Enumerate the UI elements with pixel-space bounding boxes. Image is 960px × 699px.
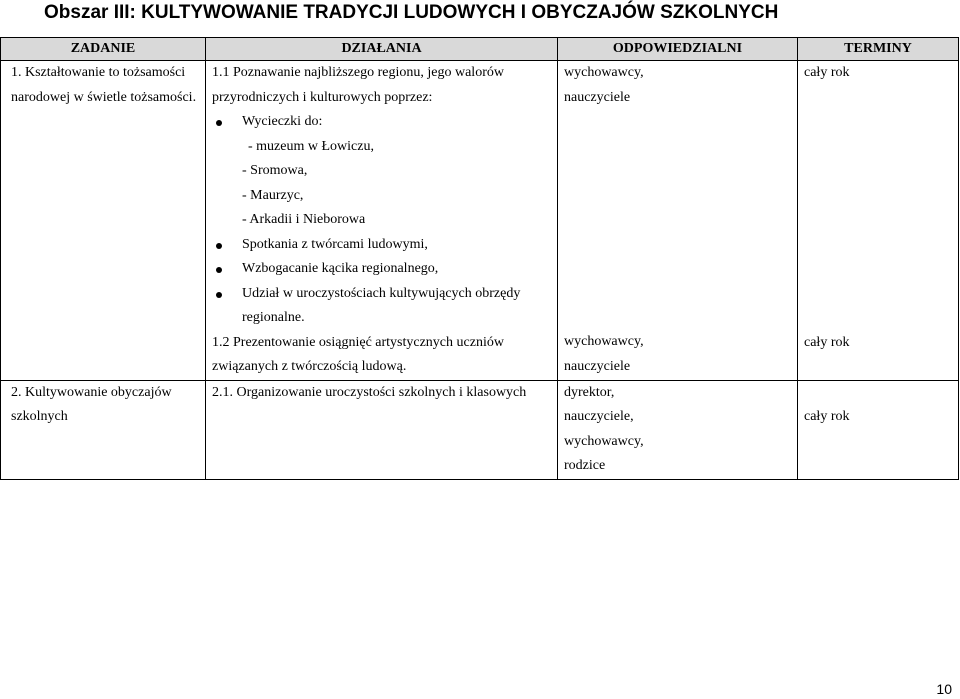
responsible-line: nauczyciele, xyxy=(564,409,634,424)
term-cell xyxy=(798,380,959,479)
header-actions: DZIAŁANIA xyxy=(206,38,558,61)
action-list xyxy=(212,233,551,307)
sub-item: - Sromowa, xyxy=(242,163,308,178)
page-number: 10 xyxy=(936,681,952,697)
responsible-line: wychowawcy, xyxy=(564,65,644,80)
action-intro: 1.1 Poznawanie najbliższego regionu, jego walorów xyxy=(212,65,504,80)
term-cell xyxy=(798,61,959,381)
action-intro: przyrodniczych i kulturowych poprzez: xyxy=(212,89,433,105)
header-terms: TERMINY xyxy=(798,38,959,61)
responsible-line: wychowawcy, xyxy=(564,334,644,349)
actions-cell xyxy=(206,61,558,381)
bullet-icon xyxy=(216,267,222,273)
term-text: cały rok xyxy=(804,409,850,424)
table-row xyxy=(1,61,959,381)
page-title: Obszar III: KULTYWOWANIE TRADYCJI LUDOWYCH I OBYCZAJÓW SZKOLNYCH xyxy=(44,2,779,23)
task-cell xyxy=(1,61,206,381)
list-item: Udział w uroczystościach kultywujących obrzędy xyxy=(212,282,551,307)
action-line: 2.1. Organizowanie uroczystości szkolnych i klasowych xyxy=(212,384,527,400)
action-line: związanych z twórczością ludową. xyxy=(212,359,407,374)
actions-cell xyxy=(206,380,558,479)
header-task: ZADANIE xyxy=(1,38,206,61)
list-item: Wycieczki do: xyxy=(212,110,551,135)
responsible-line: nauczyciele xyxy=(564,358,631,374)
list-item: Spotkania z twórcami ludowymi, xyxy=(212,233,551,258)
spacer xyxy=(564,110,791,330)
task-line: szkolnych xyxy=(11,409,68,424)
bullet-icon xyxy=(216,120,222,126)
sub-item: - muzeum w Łowiczu, xyxy=(248,138,374,154)
spacer xyxy=(804,86,952,331)
bullet-icon xyxy=(216,243,222,249)
responsible-cell xyxy=(558,61,798,381)
task-line: 2. Kultywowanie obyczajów xyxy=(11,384,172,400)
responsible-line: rodzice xyxy=(564,458,606,473)
term-text: cały rok xyxy=(804,334,850,350)
action-list xyxy=(212,110,551,135)
term-text: cały rok xyxy=(804,65,850,80)
task-line: narodowej w świetle tożsamości. xyxy=(11,89,197,105)
list-item-continuation: regionalne. xyxy=(242,310,305,325)
task-line: 1. Kształtowanie to tożsamości xyxy=(11,65,186,80)
sub-item: - Maurzyc, xyxy=(242,187,304,203)
header-responsible: ODPOWIEDZIALNI xyxy=(558,38,798,61)
responsible-cell xyxy=(558,380,798,479)
activities-table xyxy=(0,37,959,480)
table-row xyxy=(1,380,959,479)
spacer xyxy=(804,381,952,406)
responsible-line: wychowawcy, xyxy=(564,433,644,449)
header-row xyxy=(1,38,959,61)
sub-item: - Arkadii i Nieborowa xyxy=(242,212,366,227)
responsible-line: nauczyciele xyxy=(564,89,631,105)
task-cell xyxy=(1,380,206,479)
bullet-icon xyxy=(216,292,222,298)
responsible-line: dyrektor, xyxy=(564,384,615,400)
list-item: Wzbogacanie kącika regionalnego, xyxy=(212,257,551,282)
action-line: 1.2 Prezentowanie osiągnięć artystycznych uczniów xyxy=(212,334,504,350)
